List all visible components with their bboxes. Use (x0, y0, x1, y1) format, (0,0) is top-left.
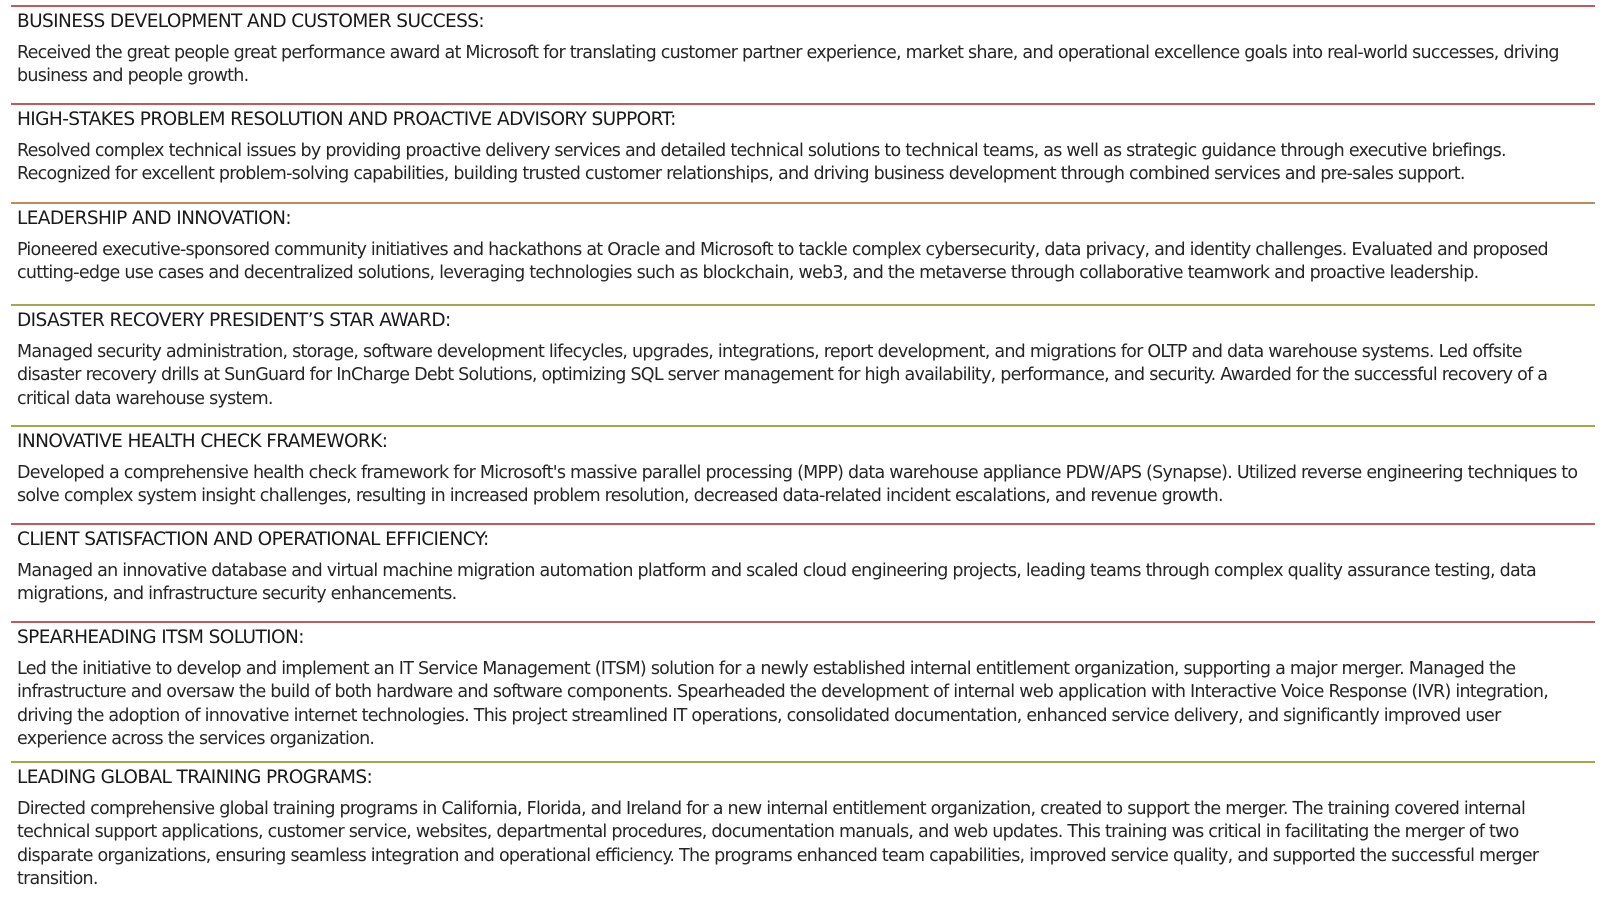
section-business-development (17, 10, 1587, 89)
section-disaster-recovery (17, 309, 1587, 411)
section-body: Managed security administration, storage, software development lifecycles, upgrades, integrations, report development, and migrations for OLTP and data warehouse systems. Led offsite disaster recovery drills at SunGuard for InCharge Debt Solutions, optimizing SQL server management for high availability, performance, and security. Awarded for the successful recovery of a critical data warehouse system. (17, 342, 1548, 409)
section-body: Developed a comprehensive health check framework for Microsoft's massive parallel processing (MPP) data warehouse appliance PDW/APS (Synapse). Utilized reverse engineering techniques to solve complex system insight challenges, resulting in increased problem resolution, decreased data-related incident escalations, and revenue growth. (17, 463, 1578, 507)
section-heading: SPEARHEADING ITSM SOLUTION: (17, 627, 304, 648)
section-heading: DISASTER RECOVERY PRESIDENT’S STAR AWARD: (17, 310, 451, 331)
section-heading: CLIENT SATISFACTION AND OPERATIONAL EFFICIENCY: (17, 529, 489, 550)
section-divider (11, 523, 1595, 525)
section-problem-resolution (17, 108, 1587, 187)
section-divider (11, 202, 1595, 204)
section-body: Directed comprehensive global training programs in California, Florida, and Ireland for a new internal entitlement organization, created to support the merger. The training covered internal technical support applications, customer service, websites, departmental procedures, documentation manuals, and web updates. This training was critical in facilitating the merger of two disparate organizations, ensuring seamless integration and operational efficiency. The programs enhanced team capabilities, improved service quality, and supported the successful merger transition. (17, 799, 1539, 890)
section-body: Managed an innovative database and virtual machine migration automation platform and scaled cloud engineering projects, leading teams through complex quality assurance testing, data migrations, and infrastructure security enhancements. (17, 561, 1537, 605)
section-divider (11, 425, 1595, 427)
section-heading: BUSINESS DEVELOPMENT AND CUSTOMER SUCCESS: (17, 11, 485, 32)
section-body: Pioneered executive-sponsored community initiatives and hackathons at Oracle and Microsoft to tackle complex cybersecurity, data privacy, and identity challenges. Evaluated and proposed cutting-edge use cases and decentralized solutions, leveraging technologies such as blockchain, web3, and the metaverse through collaborative teamwork and proactive leadership. (17, 240, 1548, 284)
section-divider (11, 304, 1595, 306)
section-heading: INNOVATIVE HEALTH CHECK FRAMEWORK: (17, 431, 388, 452)
section-body: Received the great people great performance award at Microsoft for translating customer partner experience, market share, and operational excellence goals into real-world successes, driving business and people growth. (17, 43, 1559, 87)
section-heading: HIGH-STAKES PROBLEM RESOLUTION AND PROACTIVE ADVISORY SUPPORT: (17, 109, 676, 130)
section-health-check (17, 430, 1587, 509)
section-body: Resolved complex technical issues by providing proactive delivery services and detailed technical solutions to technical teams, as well as strategic guidance through executive briefings. Recognized for excellent problem-solving capabilities, building trusted customer relationships, and driving business development through combined services and pre-sales support. (17, 141, 1506, 185)
section-body: Led the initiative to develop and implement an IT Service Management (ITSM) solution for a newly established internal entitlement organization, supporting a major merger. Managed the infrastructure and oversaw the build of both hardware and software components. Spearheaded the development of internal web application with Interactive Voice Response (IVR) integration, driving the adoption of innovative internet technologies. This project streamlined IT operations, consolidated documentation, enhanced service delivery, and significantly improved user experience across the services organization. (17, 659, 1549, 750)
section-itsm-solution (17, 626, 1587, 752)
section-divider (11, 621, 1595, 623)
section-leadership-innovation (17, 207, 1587, 286)
section-divider (11, 761, 1595, 763)
section-divider (11, 5, 1595, 7)
section-global-training (17, 766, 1587, 892)
section-divider (11, 103, 1595, 105)
section-heading: LEADERSHIP AND INNOVATION: (17, 208, 292, 229)
section-heading: LEADING GLOBAL TRAINING PROGRAMS: (17, 767, 373, 788)
section-client-satisfaction (17, 528, 1587, 607)
